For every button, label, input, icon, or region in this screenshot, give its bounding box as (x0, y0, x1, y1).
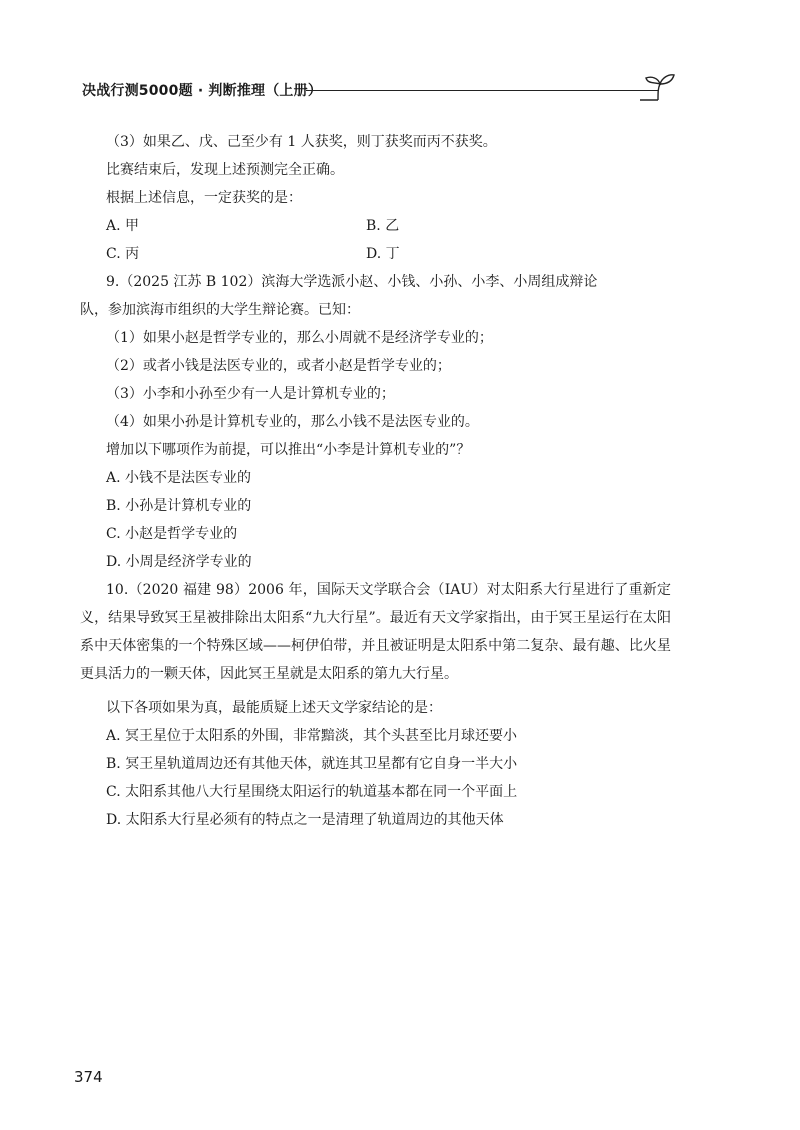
q9-condition-1: （1）如果小赵是哲学专业的，那么小周就不是经济学专业的； (106, 330, 493, 346)
sprout-icon (640, 66, 676, 102)
page-content (80, 128, 671, 834)
q9-question: 增加以下哪项作为前提，可以推出“小李是计算机专业的”？ (106, 442, 471, 458)
q8-options-row-1 (106, 212, 671, 240)
q10-stem: 10.（2020 福建 98）2006 年，国际天文学联合会（IAU）对太阳系大行星进行了重新定义，结果导致冥王星被排除出太阳系“九大行星”。最近有天文学家指出，由于冥王星运行在太阳系中天体密集的一个特殊区域——柯伊伯带，并且被证明是太阳系中第二复杂、最有趣、比火星更具活力的一颗天体，因此冥王星就是太阳系的第九大行星。 (80, 582, 671, 682)
q8-option-b: B. 乙 (366, 218, 400, 234)
q9-condition-3: （3）小李和小孙至少有一人是计算机专业的； (106, 386, 395, 402)
q8-option-a: A. 甲 (106, 218, 140, 234)
header-rule (306, 90, 658, 91)
book-title: 决战行测5000题 · 判断推理（上册） (82, 83, 323, 99)
q10-option-c: C. 太阳系其他八大行星围绕太阳运行的轨道基本都在同一个平面上 (106, 784, 518, 800)
q8-condition-3: （3）如果乙、戊、己至少有 1 人获奖，则丁获奖而丙不获奖。 (106, 134, 497, 150)
running-header (82, 78, 682, 102)
q9-option-a: A. 小钱不是法医专业的 (106, 470, 252, 486)
q9-condition-4: （4）如果小孙是计算机专业的，那么小钱不是法医专业的。 (106, 414, 479, 430)
q9-stem-line-2: 队，参加滨海市组织的大学生辩论赛。已知： (80, 302, 360, 318)
q8-option-c: C. 丙 (106, 246, 140, 262)
q9-stem-line-1: 9.（2025 江苏 B 102）滨海大学选派小赵、小钱、小孙、小李、小周组成辩论 (106, 274, 598, 290)
q8-option-d: D. 丁 (366, 246, 400, 262)
q10-question: 以下各项如果为真，最能质疑上述天文学家结论的是： (106, 700, 442, 716)
q9-option-b: B. 小孙是计算机专业的 (106, 498, 252, 514)
q9-option-c: C. 小赵是哲学专业的 (106, 526, 238, 542)
q10-option-a: A. 冥王星位于太阳系的外围，非常黯淡，其个头甚至比月球还要小 (106, 728, 518, 744)
q8-question: 根据上述信息，一定获奖的是： (106, 190, 302, 206)
q8-options-row-2 (106, 240, 671, 268)
q9-option-d: D. 小周是经济学专业的 (106, 554, 252, 570)
page-number: 374 (74, 1068, 103, 1086)
q10-option-b: B. 冥王星轨道周边还有其他天体，就连其卫星都有它自身一半大小 (106, 756, 518, 772)
q8-result: 比赛结束后，发现上述预测完全正确。 (106, 162, 344, 178)
q9-condition-2: （2）或者小钱是法医专业的，或者小赵是哲学专业的； (106, 358, 451, 374)
q10-option-d: D. 太阳系大行星必须有的特点之一是清理了轨道周边的其他天体 (106, 812, 504, 828)
